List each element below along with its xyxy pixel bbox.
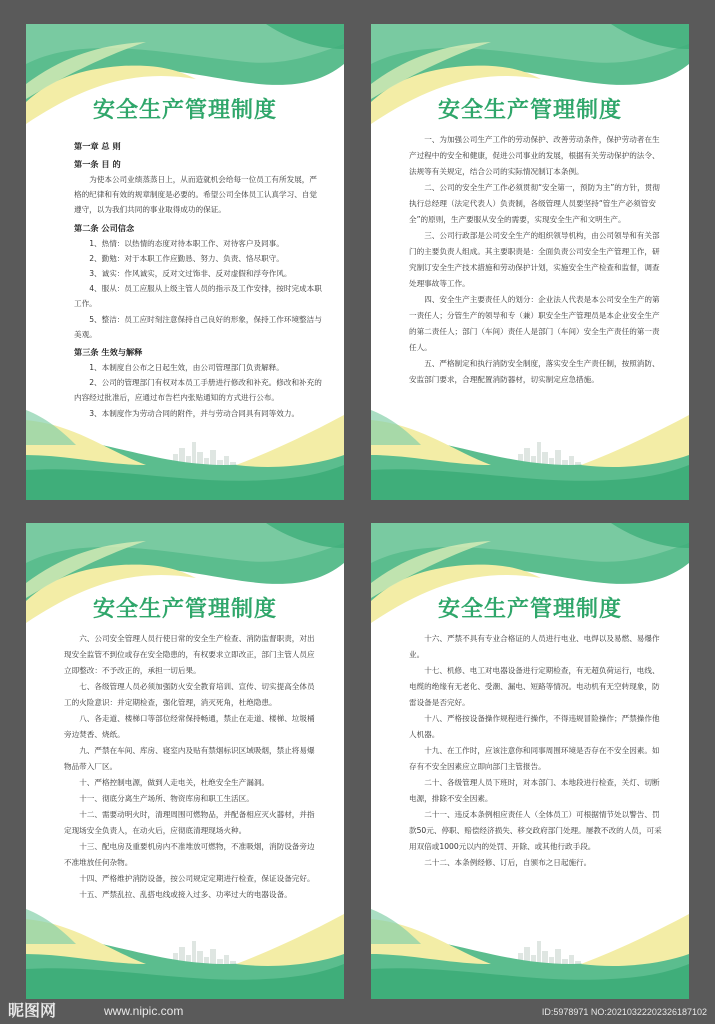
paragraph: 五、严格制定和执行消防安全制度，落实安全生产责任制，按照消防、安监部门要求，合理配置消防器材，切实制定应急措施。 [409, 359, 660, 384]
paragraph: 十、严格控制电源，做到人走电关，杜绝安全生产漏洞。 [79, 778, 270, 787]
list-item: 2、勤勉：对于本职工作应勤恳、努力、负责、恪尽职守。 [89, 253, 284, 263]
section-heading: 第一条 目 的 [74, 159, 121, 169]
paragraph: 二十二、本条例经修、订后，自颁布之日起施行。 [424, 858, 592, 867]
poster-3 [26, 523, 344, 999]
paragraph: 十四、严格维护消防设备，按公司规定定期进行检查，保证设备完好。 [79, 874, 315, 883]
list-item: 3、诚实：作风诚实，反对文过饰非、反对虚假和浮夸作风。 [89, 269, 292, 279]
watermark-site: www.nipic.com [104, 1004, 184, 1018]
paragraph: 十三、配电房及重要机房内不准堆放可燃物，不准吸烟，消防设备旁边不准堆放任何杂物。 [64, 842, 315, 867]
section-heading: 第三条 生效与解释 [74, 347, 143, 358]
poster-1 [26, 24, 344, 500]
poster-title: 安全生产管理制度 [437, 98, 622, 123]
decorative-wave-bottom [371, 909, 689, 999]
list-item: 2、公司的管理部门有权对本员工手册进行修改和补充。修改和补充的内容经过批准后，应通过布告栏内张贴通知的方式进行公布。 [74, 378, 322, 403]
paragraph: 六、公司安全管理人员行使日常的安全生产检查、消防监督职责，对出现安全监管不到位或存在安全隐患的，有权要求立即改正，部门主管人员应立即整改：不予改正的，承担一切后果。 [64, 634, 315, 675]
paragraph: 十九、在工作时，应该注意你和同事周围环境是否存在不安全因素。如存有不安全因素应立即向部门主管报告。 [409, 746, 660, 771]
paragraph: 十八、严格按设备操作规程进行操作，不得违规冒险操作；严禁操作他人机器。 [409, 714, 660, 739]
paragraph: 十一、彻底分离生产场所、物资库房和职工生活区。 [79, 794, 254, 803]
paragraph: 七、各级管理人员必须加强防火安全教育培训、宣传、切实提高全体员工的火险意识：并定期检查，强化管理，消灭死角，杜绝隐患。 [64, 682, 315, 707]
paragraph: 十五、严禁乱拉、乱搭电线或接入过多、功率过大的电器设备。 [79, 890, 292, 899]
poster-content [74, 136, 322, 421]
image-id-text: ID:5978971 NO:20210322202326187102 [541, 1007, 707, 1017]
paragraph: 九、严禁在车间、库房、寝室内及贴有禁烟标识区域吸烟，禁止将易爆物品带入厂区。 [64, 746, 315, 771]
section-heading: 第二条 公司信念 [74, 222, 135, 233]
poster-content [64, 631, 322, 903]
watermark-footer [0, 1000, 715, 1024]
poster-content [409, 132, 667, 388]
poster-4 [371, 523, 689, 999]
list-item: 1、热情：以热情的态度对待本职工作、对待客户及同事。 [89, 238, 284, 248]
decorative-wave-bottom [26, 909, 344, 999]
paragraph: 十七、机修、电工对电器设备进行定期检查，有无超负荷运行，电线、电缆的绝缘有无老化、受潮、漏电、短路等情况。电动机有无空转现象，防雷设备是否完好。 [409, 666, 660, 707]
paragraph: 十二、需要动明火时，清理周围可燃物品，并配备相应灭火器材，并指定现场安全负责人，在动火后，应彻底清理现场火种。 [64, 810, 315, 835]
paragraph: 三、公司行政部是公司安全生产的组织领导机构，由公司领导和有关部门的主要负责人组成。其主要职责是：全面负责公司安全生产管理工作，研究制订安全生产技术措施和劳动保护计划，实施安全生产检查和监督，调查处理事故等工作。 [409, 231, 660, 288]
poster-title: 安全生产管理制度 [437, 597, 622, 622]
list-item: 4、服从：员工应服从上级主管人员的指示及工作安排，按时完成本职工作。 [74, 284, 322, 309]
poster-title: 安全生产管理制度 [92, 98, 277, 123]
watermark-logo: 昵图网 [8, 1001, 57, 1020]
chapter-heading: 第一章 总 则 [74, 141, 121, 151]
paragraph: 十六、严禁不具有专业合格证的人员进行电业、电焊以及易燃、易爆作业。 [409, 634, 660, 659]
paragraph: 二十一、违反本条例相应责任人（全体员工）可根据情节处以警告、罚款50元、停职、赔偿经济损失、移交政府部门处理。屡教不改的人员，可采用双倍或1000元以内的处罚、开除、或其他行政手段。 [409, 810, 662, 851]
decorative-wave-bottom [26, 410, 344, 500]
poster-2 [371, 24, 689, 500]
paragraph: 四、安全生产主要责任人的划分：企业法人代表是本公司安全生产的第一责任人；分管生产的领导和专（兼）职安全生产管理员是本企业安全生产的第二责任人；部门（车间）责任人是部门（车间）安全生产责任的第一责任人。 [409, 295, 660, 352]
decorative-wave-bottom [371, 410, 689, 500]
poster-title: 安全生产管理制度 [92, 597, 277, 622]
paragraph: 二、公司的安全生产工作必须贯彻“安全第一，预防为主”的方针，贯彻执行总经理（法定代表人）负责制，各级管理人员要坚持“管生产必须管安全”的原则，生产要服从安全的需要，实现安全生产和文明生产。 [409, 183, 660, 224]
paragraph: 八、各走道、楼梯口等部位经常保持畅通，禁止在走道、楼梯、垃圾桶旁边焚香、烧纸。 [64, 714, 315, 739]
paragraph: 一、为加强公司生产工作的劳动保护、改善劳动条件，保护劳动者在生产过程中的安全和健康，促进公司事业的发展，根据有关劳动保护的法令、法规等有关规定，结合公司的实际情况制订本条例。 [409, 135, 660, 176]
list-item: 3、本制度作为劳动合同的附件，并与劳动合同具有同等效力。 [89, 408, 300, 418]
paragraph: 为使本公司业绩蒸蒸日上，从而造就机会给每一位员工有所发展，严格的纪律和有效的规章制度是必要的。希望公司全体员工认真学习、自觉遵守，以为我们共同的事业取得成功的保证。 [74, 175, 317, 215]
poster-content [409, 631, 667, 871]
list-item: 1、本制度自公布之日起生效，由公司管理部门负责解释。 [89, 363, 284, 373]
paragraph: 二十、各级管理人员下班时，对本部门、本地段进行检查，关灯、切断电源，排除不安全因素。 [409, 778, 660, 803]
list-item: 5、整洁：员工应时刻注意保持自己良好的形象，保持工作环境整洁与美观。 [74, 314, 322, 339]
